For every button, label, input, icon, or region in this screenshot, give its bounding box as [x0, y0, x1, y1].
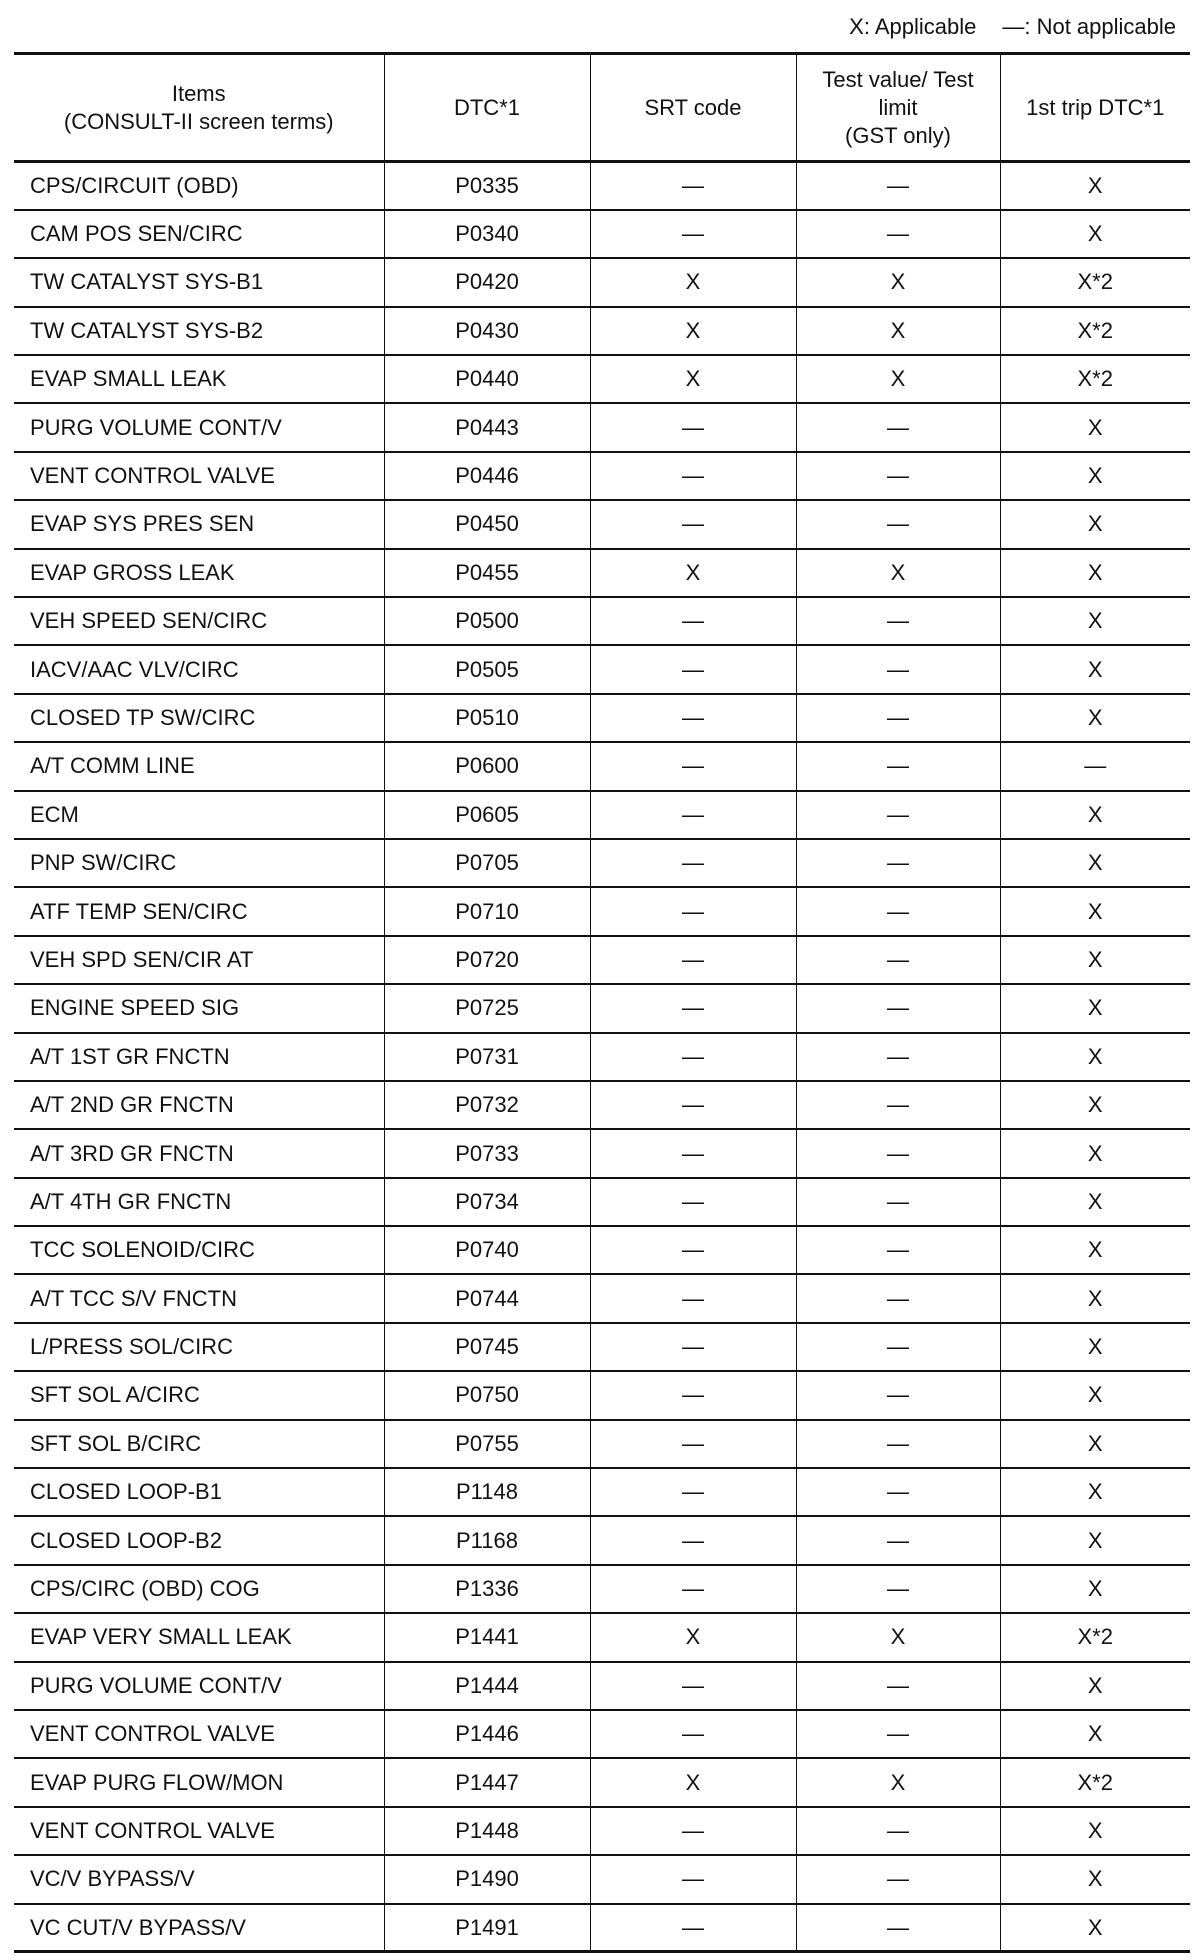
cell-dtc: P1168 — [384, 1516, 590, 1564]
cell-test-value: X — [796, 258, 1000, 306]
cell-test-value: — — [796, 597, 1000, 645]
cell-first-trip-dtc: X — [1000, 791, 1190, 839]
cell-first-trip-dtc: X*2 — [1000, 1613, 1190, 1661]
cell-first-trip-dtc: X — [1000, 1565, 1190, 1613]
cell-item: PURG VOLUME CONT/V — [14, 1662, 384, 1710]
table-row — [14, 887, 1190, 935]
cell-srt-code: — — [590, 210, 796, 258]
cell-srt-code: — — [590, 984, 796, 1032]
header-test-line3: (GST only) — [845, 122, 951, 148]
table-row — [14, 839, 1190, 887]
cell-first-trip-dtc: X — [1000, 500, 1190, 548]
cell-item: ENGINE SPEED SIG — [14, 984, 384, 1032]
table-row — [14, 1274, 1190, 1322]
table-row — [14, 1662, 1190, 1710]
table-row — [14, 1323, 1190, 1371]
cell-item: A/T 4TH GR FNCTN — [14, 1178, 384, 1226]
cell-dtc: P1148 — [384, 1468, 590, 1516]
cell-test-value: — — [796, 1274, 1000, 1322]
cell-srt-code: — — [590, 839, 796, 887]
cell-dtc: P0440 — [384, 355, 590, 403]
cell-srt-code: — — [590, 887, 796, 935]
cell-srt-code: — — [590, 1274, 796, 1322]
cell-test-value: X — [796, 549, 1000, 597]
cell-dtc: P0510 — [384, 694, 590, 742]
cell-srt-code: — — [590, 1081, 796, 1129]
cell-srt-code: — — [590, 1904, 796, 1952]
cell-item: VC/V BYPASS/V — [14, 1855, 384, 1903]
table-row — [14, 1178, 1190, 1226]
table-row — [14, 500, 1190, 548]
cell-test-value: — — [796, 887, 1000, 935]
cell-item: CLOSED LOOP-B1 — [14, 1468, 384, 1516]
cell-srt-code: — — [590, 1855, 796, 1903]
table-row — [14, 452, 1190, 500]
cell-srt-code: — — [590, 500, 796, 548]
cell-srt-code: — — [590, 1226, 796, 1274]
table-row — [14, 1033, 1190, 1081]
table-row — [14, 645, 1190, 693]
cell-srt-code: — — [590, 1371, 796, 1419]
cell-test-value: — — [796, 984, 1000, 1032]
cell-dtc: P1491 — [384, 1904, 590, 1952]
cell-test-value: — — [796, 1565, 1000, 1613]
cell-srt-code: X — [590, 355, 796, 403]
cell-test-value: — — [796, 1468, 1000, 1516]
cell-item: TW CATALYST SYS-B1 — [14, 258, 384, 306]
cell-dtc: P0446 — [384, 452, 590, 500]
cell-first-trip-dtc: X — [1000, 597, 1190, 645]
cell-item: EVAP SMALL LEAK — [14, 355, 384, 403]
cell-item: L/PRESS SOL/CIRC — [14, 1323, 384, 1371]
cell-srt-code: — — [590, 1565, 796, 1613]
cell-first-trip-dtc: X — [1000, 645, 1190, 693]
cell-item: A/T 2ND GR FNCTN — [14, 1081, 384, 1129]
cell-srt-code: — — [590, 1420, 796, 1468]
cell-item: TCC SOLENOID/CIRC — [14, 1226, 384, 1274]
cell-first-trip-dtc: X — [1000, 1274, 1190, 1322]
cell-first-trip-dtc: X — [1000, 162, 1190, 210]
header-row — [14, 54, 1190, 162]
cell-item: VEH SPD SEN/CIR AT — [14, 936, 384, 984]
table-row — [14, 984, 1190, 1032]
cell-srt-code: — — [590, 791, 796, 839]
header-first-trip-dtc: 1st trip DTC*1 — [1000, 54, 1190, 162]
cell-test-value: — — [796, 1904, 1000, 1952]
table-row — [14, 1081, 1190, 1129]
header-srt-code: SRT code — [590, 54, 796, 162]
cell-dtc: P0500 — [384, 597, 590, 645]
table-row — [14, 1710, 1190, 1758]
cell-item: VC CUT/V BYPASS/V — [14, 1904, 384, 1952]
cell-first-trip-dtc: X — [1000, 1662, 1190, 1710]
cell-dtc: P0505 — [384, 645, 590, 693]
cell-test-value: — — [796, 742, 1000, 790]
dtc-table — [14, 52, 1190, 1953]
cell-dtc: P0430 — [384, 307, 590, 355]
table-row — [14, 355, 1190, 403]
cell-test-value: — — [796, 1420, 1000, 1468]
cell-test-value: — — [796, 500, 1000, 548]
cell-item: A/T COMM LINE — [14, 742, 384, 790]
cell-item: CPS/CIRC (OBD) COG — [14, 1565, 384, 1613]
cell-first-trip-dtc: X — [1000, 1129, 1190, 1177]
table-row — [14, 403, 1190, 451]
cell-first-trip-dtc: X*2 — [1000, 355, 1190, 403]
legend-applicable: X: Applicable — [849, 14, 977, 39]
cell-test-value: — — [796, 1323, 1000, 1371]
cell-dtc: P0450 — [384, 500, 590, 548]
cell-dtc: P1446 — [384, 1710, 590, 1758]
cell-first-trip-dtc: X — [1000, 1710, 1190, 1758]
cell-item: ECM — [14, 791, 384, 839]
cell-test-value: — — [796, 645, 1000, 693]
cell-first-trip-dtc: X — [1000, 1178, 1190, 1226]
header-test-value — [796, 54, 1000, 162]
table-row — [14, 1758, 1190, 1806]
cell-srt-code: X — [590, 307, 796, 355]
cell-item: EVAP VERY SMALL LEAK — [14, 1613, 384, 1661]
cell-item: EVAP GROSS LEAK — [14, 549, 384, 597]
cell-srt-code: — — [590, 1807, 796, 1855]
header-items-line1: Items — [171, 80, 226, 106]
table-row — [14, 1371, 1190, 1419]
cell-dtc: P1444 — [384, 1662, 590, 1710]
cell-dtc: P0731 — [384, 1033, 590, 1081]
cell-first-trip-dtc: X — [1000, 1468, 1190, 1516]
cell-first-trip-dtc: X*2 — [1000, 258, 1190, 306]
cell-srt-code: — — [590, 742, 796, 790]
cell-srt-code: — — [590, 1129, 796, 1177]
cell-item: VENT CONTROL VALVE — [14, 1807, 384, 1855]
cell-dtc: P1441 — [384, 1613, 590, 1661]
header-items — [14, 54, 384, 162]
cell-item: SFT SOL B/CIRC — [14, 1420, 384, 1468]
table-row — [14, 1613, 1190, 1661]
table-row — [14, 1565, 1190, 1613]
header-test-line2: limit — [878, 94, 918, 120]
legend — [849, 14, 1176, 40]
cell-test-value: X — [796, 1758, 1000, 1806]
cell-item: TW CATALYST SYS-B2 — [14, 307, 384, 355]
table-row — [14, 791, 1190, 839]
table-body — [14, 162, 1190, 1952]
cell-first-trip-dtc: X — [1000, 210, 1190, 258]
cell-test-value: — — [796, 791, 1000, 839]
table-row — [14, 549, 1190, 597]
cell-dtc: P0734 — [384, 1178, 590, 1226]
cell-test-value: — — [796, 694, 1000, 742]
dtc-table-container — [14, 52, 1190, 1953]
cell-test-value: — — [796, 936, 1000, 984]
table-row — [14, 307, 1190, 355]
cell-first-trip-dtc: X — [1000, 403, 1190, 451]
cell-srt-code: — — [590, 1323, 796, 1371]
table-row — [14, 1226, 1190, 1274]
cell-first-trip-dtc: X — [1000, 452, 1190, 500]
cell-dtc: P0720 — [384, 936, 590, 984]
cell-dtc: P0335 — [384, 162, 590, 210]
cell-first-trip-dtc: X*2 — [1000, 307, 1190, 355]
cell-dtc: P0740 — [384, 1226, 590, 1274]
table-row — [14, 1807, 1190, 1855]
cell-first-trip-dtc: X — [1000, 1033, 1190, 1081]
cell-item: EVAP PURG FLOW/MON — [14, 1758, 384, 1806]
cell-dtc: P0710 — [384, 887, 590, 935]
cell-dtc: P0605 — [384, 791, 590, 839]
cell-srt-code: — — [590, 936, 796, 984]
cell-dtc: P0745 — [384, 1323, 590, 1371]
cell-srt-code: — — [590, 1516, 796, 1564]
cell-item: CLOSED TP SW/CIRC — [14, 694, 384, 742]
cell-test-value: — — [796, 1662, 1000, 1710]
cell-srt-code: — — [590, 1662, 796, 1710]
cell-item: CLOSED LOOP-B2 — [14, 1516, 384, 1564]
cell-srt-code: X — [590, 1758, 796, 1806]
cell-dtc: P0340 — [384, 210, 590, 258]
cell-dtc: P0744 — [384, 1274, 590, 1322]
cell-test-value: — — [796, 1033, 1000, 1081]
table-row — [14, 162, 1190, 210]
cell-first-trip-dtc: X — [1000, 1420, 1190, 1468]
cell-test-value: — — [796, 1178, 1000, 1226]
cell-dtc: P0732 — [384, 1081, 590, 1129]
cell-first-trip-dtc: X — [1000, 1855, 1190, 1903]
cell-first-trip-dtc: X — [1000, 887, 1190, 935]
cell-item: CAM POS SEN/CIRC — [14, 210, 384, 258]
cell-test-value: — — [796, 1855, 1000, 1903]
cell-srt-code: — — [590, 403, 796, 451]
legend-not-applicable: —: Not applicable — [1002, 14, 1176, 39]
cell-test-value: — — [796, 1081, 1000, 1129]
cell-first-trip-dtc: X — [1000, 1516, 1190, 1564]
cell-dtc: P0750 — [384, 1371, 590, 1419]
cell-item: IACV/AAC VLV/CIRC — [14, 645, 384, 693]
cell-first-trip-dtc: X*2 — [1000, 1758, 1190, 1806]
cell-dtc: P0455 — [384, 549, 590, 597]
cell-test-value: — — [796, 210, 1000, 258]
cell-srt-code: — — [590, 1178, 796, 1226]
table-row — [14, 742, 1190, 790]
cell-item: CPS/CIRCUIT (OBD) — [14, 162, 384, 210]
cell-test-value: — — [796, 1516, 1000, 1564]
cell-dtc: P0755 — [384, 1420, 590, 1468]
header-dtc: DTC*1 — [384, 54, 590, 162]
cell-dtc: P1447 — [384, 1758, 590, 1806]
cell-test-value: — — [796, 162, 1000, 210]
cell-dtc: P0600 — [384, 742, 590, 790]
cell-item: A/T 1ST GR FNCTN — [14, 1033, 384, 1081]
table-row — [14, 1129, 1190, 1177]
cell-first-trip-dtc: — — [1000, 742, 1190, 790]
table-row — [14, 597, 1190, 645]
cell-srt-code: — — [590, 162, 796, 210]
cell-item: A/T 3RD GR FNCTN — [14, 1129, 384, 1177]
cell-test-value: — — [796, 1129, 1000, 1177]
cell-test-value: — — [796, 1807, 1000, 1855]
cell-dtc: P0420 — [384, 258, 590, 306]
table-row — [14, 1468, 1190, 1516]
cell-srt-code: — — [590, 1033, 796, 1081]
cell-test-value: — — [796, 839, 1000, 887]
cell-item: ATF TEMP SEN/CIRC — [14, 887, 384, 935]
cell-dtc: P0705 — [384, 839, 590, 887]
table-row — [14, 936, 1190, 984]
table-row — [14, 1855, 1190, 1903]
cell-item: PNP SW/CIRC — [14, 839, 384, 887]
cell-dtc: P0733 — [384, 1129, 590, 1177]
cell-test-value: — — [796, 1226, 1000, 1274]
cell-first-trip-dtc: X — [1000, 1904, 1190, 1952]
cell-first-trip-dtc: X — [1000, 694, 1190, 742]
cell-srt-code: X — [590, 549, 796, 597]
header-test-line1: Test value/ Test — [822, 66, 974, 92]
cell-item: VENT CONTROL VALVE — [14, 452, 384, 500]
table-row — [14, 1516, 1190, 1564]
cell-srt-code: — — [590, 645, 796, 693]
cell-srt-code: X — [590, 258, 796, 306]
cell-first-trip-dtc: X — [1000, 1371, 1190, 1419]
cell-first-trip-dtc: X — [1000, 984, 1190, 1032]
table-header — [14, 54, 1190, 162]
table-row — [14, 258, 1190, 306]
cell-test-value: — — [796, 1371, 1000, 1419]
cell-item: A/T TCC S/V FNCTN — [14, 1274, 384, 1322]
cell-test-value: — — [796, 403, 1000, 451]
cell-test-value: — — [796, 452, 1000, 500]
cell-test-value: X — [796, 355, 1000, 403]
header-items-line2: (CONSULT-II screen terms) — [63, 108, 334, 134]
cell-first-trip-dtc: X — [1000, 1226, 1190, 1274]
cell-first-trip-dtc: X — [1000, 1323, 1190, 1371]
table-row — [14, 694, 1190, 742]
table-row — [14, 1904, 1190, 1952]
cell-test-value: X — [796, 307, 1000, 355]
cell-item: SFT SOL A/CIRC — [14, 1371, 384, 1419]
cell-srt-code: X — [590, 1613, 796, 1661]
cell-dtc: P1336 — [384, 1565, 590, 1613]
cell-first-trip-dtc: X — [1000, 1081, 1190, 1129]
cell-dtc: P1448 — [384, 1807, 590, 1855]
cell-dtc: P1490 — [384, 1855, 590, 1903]
cell-srt-code: — — [590, 1468, 796, 1516]
cell-first-trip-dtc: X — [1000, 1807, 1190, 1855]
cell-srt-code: — — [590, 597, 796, 645]
cell-srt-code: — — [590, 452, 796, 500]
cell-first-trip-dtc: X — [1000, 936, 1190, 984]
table-row — [14, 1420, 1190, 1468]
table-row — [14, 210, 1190, 258]
cell-dtc: P0443 — [384, 403, 590, 451]
cell-item: VEH SPEED SEN/CIRC — [14, 597, 384, 645]
cell-test-value: X — [796, 1613, 1000, 1661]
cell-item: VENT CONTROL VALVE — [14, 1710, 384, 1758]
cell-srt-code: — — [590, 694, 796, 742]
cell-dtc: P0725 — [384, 984, 590, 1032]
cell-first-trip-dtc: X — [1000, 549, 1190, 597]
cell-srt-code: — — [590, 1710, 796, 1758]
cell-test-value: — — [796, 1710, 1000, 1758]
cell-first-trip-dtc: X — [1000, 839, 1190, 887]
cell-item: EVAP SYS PRES SEN — [14, 500, 384, 548]
cell-item: PURG VOLUME CONT/V — [14, 403, 384, 451]
